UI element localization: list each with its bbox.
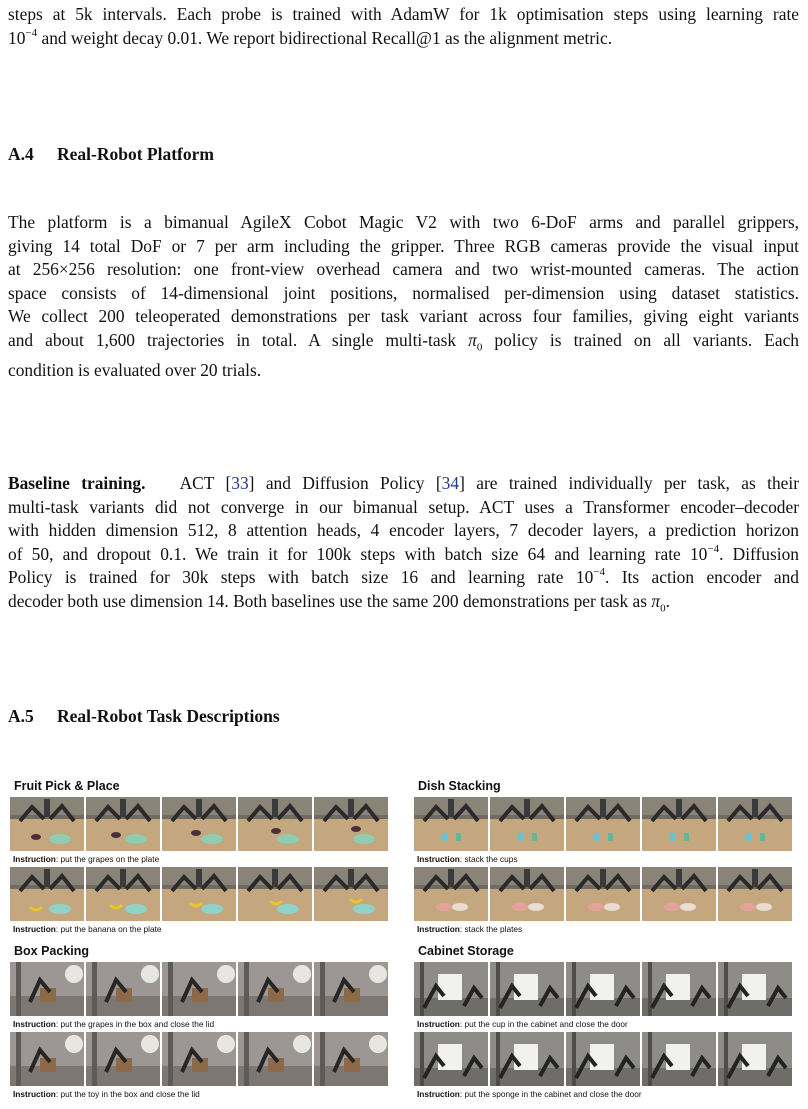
robot-frame-image — [718, 797, 792, 851]
robot-frame-image — [490, 1032, 564, 1086]
robot-frame-image — [86, 962, 160, 1016]
task-frame-strip — [414, 1032, 792, 1086]
robot-frame-image — [314, 797, 388, 851]
task-frame-strip — [10, 962, 388, 1016]
instruction-caption: Instruction: put the grapes in the box and close the lid — [13, 1019, 215, 1029]
robot-frame-image — [566, 867, 640, 921]
robot-frame-image — [642, 962, 716, 1016]
robot-frame-image — [162, 962, 236, 1016]
baseline-line-5: Policy is trained for 30k steps with batch size 16 and learning rate $10^{-4}$. Its action encoder and — [8, 566, 799, 587]
robot-frame-image — [238, 797, 312, 851]
instruction-caption: Instruction: put the grapes on the plate — [13, 854, 160, 864]
section-heading-a5 — [8, 706, 280, 727]
section-title: Real-Robot Task Descriptions — [57, 706, 280, 726]
platform-line-7: condition is evaluated over 20 trials. — [8, 360, 262, 381]
robot-frame-image — [414, 962, 488, 1016]
robot-frame-image — [642, 1032, 716, 1086]
instruction-caption: Instruction: stack the plates — [417, 924, 523, 934]
robot-frame-image — [162, 1032, 236, 1086]
robot-frame-image — [490, 797, 564, 851]
instruction-caption: Instruction: put the cup in the cabinet and close the door — [417, 1019, 628, 1029]
baseline-paragraph — [8, 472, 799, 620]
runin-heading: Baseline training. — [8, 473, 146, 493]
robot-frame-image — [86, 867, 160, 921]
task-frame-strip — [414, 867, 792, 921]
platform-line-1: The platform is a bimanual AgileX Cobot Magic V2 with two 6-DoF arms and parallel grippers, — [8, 212, 799, 232]
task-frame-strip — [10, 797, 388, 851]
learning-rate-base: 10 — [8, 27, 26, 48]
intro-line-2: $10^{-4}$ and weight decay 0.01. We report bidirectional Recall@1 as the alignment metric. — [8, 26, 613, 48]
robot-frame-image — [314, 867, 388, 921]
baseline-line-2: multi-task variants did not converge in our bimanual setup. ACT uses a Transformer encoder–decoder — [8, 496, 799, 517]
platform-line-3: at 256×256 resolution: one front-view overhead camera and two wrist-mounted cameras. The action — [8, 259, 799, 279]
section-heading-a4 — [8, 144, 214, 165]
instruction-caption: Instruction: put the banana on the plate — [13, 924, 162, 934]
robot-frame-image — [718, 1032, 792, 1086]
section-number: A.5 — [8, 706, 34, 726]
platform-paragraph — [8, 211, 799, 383]
platform-line-5: We collect 200 teleoperated demonstrations per task variant across four families, giving eight variants — [8, 306, 799, 326]
baseline-line-3: with hidden dimension 512, 8 attention heads, 4 encoder layers, 7 decoder layers, a prediction horizon — [8, 520, 799, 540]
robot-frame-image — [566, 962, 640, 1016]
instruction-caption: Instruction: put the toy in the box and close the lid — [13, 1089, 200, 1099]
task-frame-strip — [10, 867, 388, 921]
robot-frame-image — [10, 867, 84, 921]
section-number: A.4 — [8, 144, 34, 164]
robot-frame-image — [642, 797, 716, 851]
intro-paragraph — [8, 3, 799, 50]
learning-rate-exponent: −4 — [25, 26, 38, 39]
robot-frame-image — [162, 867, 236, 921]
task-group-title: Cabinet Storage — [418, 944, 514, 958]
robot-frame-image — [642, 867, 716, 921]
robot-frame-image — [86, 1032, 160, 1086]
task-frame-strip — [414, 962, 792, 1016]
robot-frame-image — [86, 797, 160, 851]
robot-frame-image — [314, 962, 388, 1016]
robot-frame-image — [414, 797, 488, 851]
task-group-title: Box Packing — [14, 944, 90, 958]
robot-frame-image — [414, 867, 488, 921]
platform-line-2: giving 14 total DoF or 7 per arm including the gripper. Three RGB cameras provide the visual input — [8, 235, 799, 256]
robot-frame-image — [566, 1032, 640, 1086]
baseline-line-6: decoder both use dimension 14. Both baselines use the same 200 demonstrations per task as $\pi_0$. — [8, 590, 670, 614]
robot-frame-image — [238, 962, 312, 1016]
robot-frame-image — [718, 867, 792, 921]
platform-line-4: space consists of 14-dimensional joint positions, normalised per-dimension using dataset statistics. — [8, 282, 799, 303]
section-title: Real-Robot Platform — [57, 144, 214, 164]
task-group-title: Fruit Pick & Place — [14, 779, 120, 793]
instruction-caption: Instruction: put the sponge in the cabinet and close the door — [417, 1089, 642, 1099]
robot-frame-image — [414, 1032, 488, 1086]
baseline-line-1: Baseline training. ACT [33] and Diffusion Policy [34] are trained individually per task, as their — [8, 473, 799, 493]
citation-34[interactable]: 34 — [441, 473, 460, 493]
instruction-caption: Instruction: stack the cups — [417, 854, 518, 864]
task-group-title: Dish Stacking — [418, 779, 501, 793]
robot-frame-image — [490, 867, 564, 921]
robot-frame-image — [162, 797, 236, 851]
baseline-line-4: of 50, and dropout 0.1. We train it for 100k steps with batch size 64 and learning rate $10^{-4}$. Diffusion — [8, 542, 799, 564]
robot-frame-image — [238, 1032, 312, 1086]
robot-frame-image — [10, 1032, 84, 1086]
robot-frame-image — [490, 962, 564, 1016]
robot-frame-image — [10, 797, 84, 851]
robot-frame-image — [314, 1032, 388, 1086]
robot-frame-image — [566, 797, 640, 851]
task-frame-strip — [10, 1032, 388, 1086]
task-frame-strip — [414, 797, 792, 851]
citation-33[interactable]: 33 — [231, 473, 249, 493]
platform-line-6: and about 1,600 trajectories in total. A single multi-task $\pi_0$ policy is trained on all variants. Each — [8, 329, 799, 353]
intro-line-1: steps at 5k intervals. Each probe is trained with AdamW for 1k optimisation steps using learning rate — [8, 4, 799, 24]
robot-frame-image — [718, 962, 792, 1016]
robot-frame-image — [238, 867, 312, 921]
robot-frame-image — [10, 962, 84, 1016]
